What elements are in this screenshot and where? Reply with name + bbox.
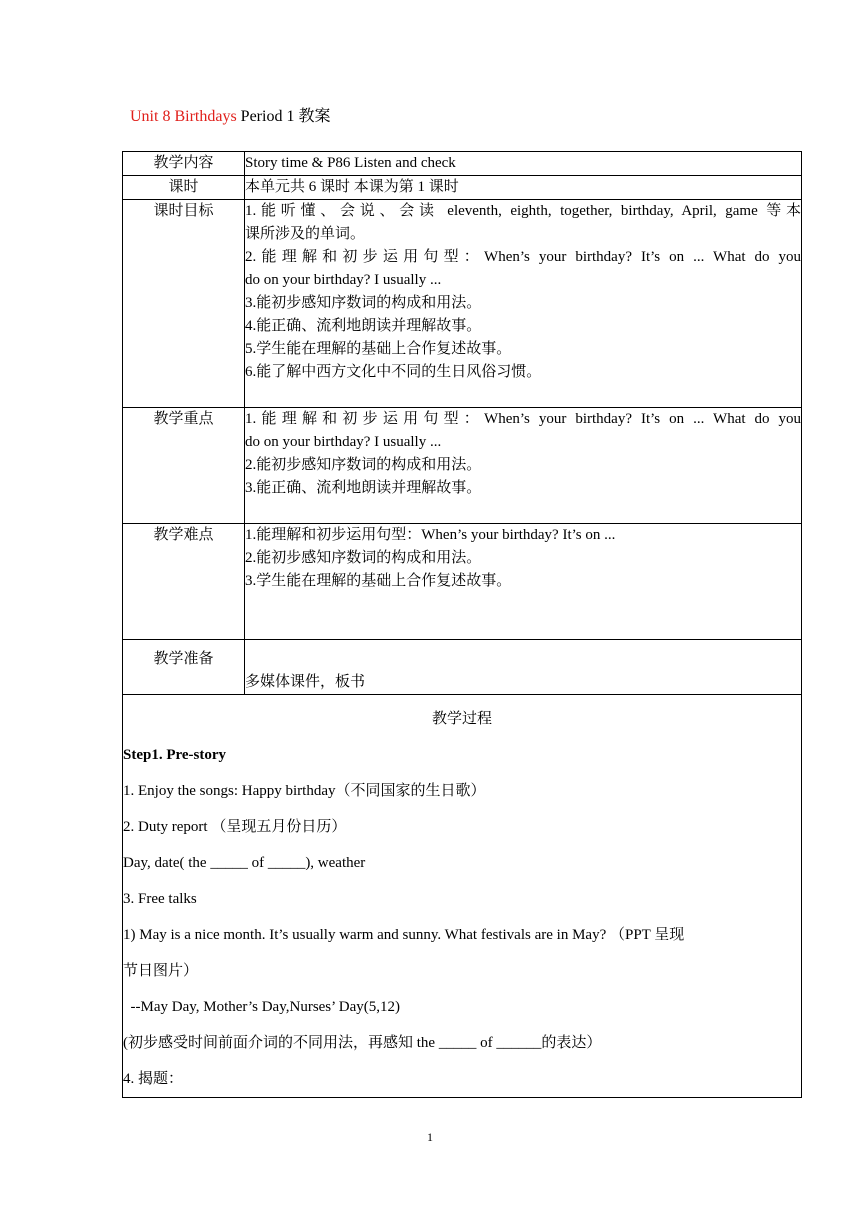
- document-title: [130, 107, 330, 127]
- page-number: 1: [427, 1130, 433, 1144]
- teaching-process-cell: [123, 695, 802, 1098]
- row-preparation: [123, 640, 802, 695]
- title-unit: Unit 8 Birthdays: [130, 108, 237, 125]
- label-preparation: 教学准备: [123, 640, 245, 695]
- title-rest: Period 1 教案: [236, 108, 331, 125]
- row-period: [123, 176, 802, 200]
- process-line: 节日图片）: [123, 963, 199, 979]
- key-points-line: 1.能理解和初步运用句型：When’s your birthday? It’s on ... What do you: [245, 411, 801, 427]
- label-difficulties: 教学难点: [123, 524, 245, 640]
- goals-line: 6.能了解中西方文化中不同的生日风俗习惯。: [245, 364, 542, 380]
- difficulties-line: 1.能理解和初步运用句型：When’s your birthday? It’s on ...: [245, 527, 616, 543]
- goals-line: do on your birthday? I usually ...: [245, 272, 442, 288]
- process-title: 教学过程: [431, 711, 492, 727]
- goals-line: 课所涉及的单词。: [245, 226, 366, 242]
- key-points-cell: [245, 408, 802, 524]
- value-teaching-content: Story time & P86 Listen and check: [245, 152, 802, 176]
- process-line: 1. Enjoy the songs: Happy birthday（不同国家的生日歌）: [123, 783, 486, 799]
- label-teaching-content: 教学内容: [123, 152, 245, 176]
- process-line: 2. Duty report （呈现五月份日历）: [123, 819, 347, 835]
- process-line: (初步感受时间前面介词的不同用法，再感知 the _____ of ______的表达）: [123, 1035, 602, 1051]
- label-goals: 课时目标: [123, 200, 245, 408]
- label-key-points: 教学重点: [123, 408, 245, 524]
- goals-line: 5.学生能在理解的基础上合作复述故事。: [245, 341, 512, 357]
- label-period: 课时: [123, 176, 245, 200]
- goals-line: 3.能初步感知序数词的构成和用法。: [245, 295, 482, 311]
- row-difficulties: [123, 524, 802, 640]
- row-goals: [123, 200, 802, 408]
- step-heading: Step1. Pre-story: [123, 747, 227, 763]
- lesson-plan-table: [122, 151, 802, 1098]
- value-preparation: 多媒体课件，板书: [245, 640, 802, 695]
- value-period: 本单元共 6 课时 本课为第 1 课时: [245, 176, 802, 200]
- key-points-line: 3.能正确、流利地朗读并理解故事。: [245, 480, 482, 496]
- key-points-line: 2.能初步感知序数词的构成和用法。: [245, 457, 482, 473]
- difficulties-cell: [245, 524, 802, 640]
- goals-line: 1.能听懂、会说、会读 eleventh, eighth, together, birthday, April, game 等本: [245, 203, 801, 219]
- row-teaching-content: [123, 152, 802, 176]
- goals-line: 2.能理解和初步运用句型：When’s your birthday? It’s on ... What do you: [245, 249, 801, 265]
- process-line: --May Day, Mother’s Day,Nurses’ Day(5,12): [123, 999, 401, 1015]
- goals-cell: [245, 200, 802, 408]
- process-line: 3. Free talks: [123, 891, 197, 907]
- process-line: 4. 揭题：: [123, 1071, 184, 1087]
- difficulties-line: 2.能初步感知序数词的构成和用法。: [245, 550, 482, 566]
- difficulties-line: 3.学生能在理解的基础上合作复述故事。: [245, 573, 512, 589]
- key-points-line: do on your birthday? I usually ...: [245, 434, 442, 450]
- row-teaching-process: [123, 695, 802, 1098]
- process-line: Day, date( the _____ of _____), weather: [123, 855, 366, 871]
- process-line: 1) May is a nice month. It’s usually warm and sunny. What festivals are in May? （PPT 呈现: [123, 927, 685, 943]
- row-key-points: [123, 408, 802, 524]
- goals-line: 4.能正确、流利地朗读并理解故事。: [245, 318, 482, 334]
